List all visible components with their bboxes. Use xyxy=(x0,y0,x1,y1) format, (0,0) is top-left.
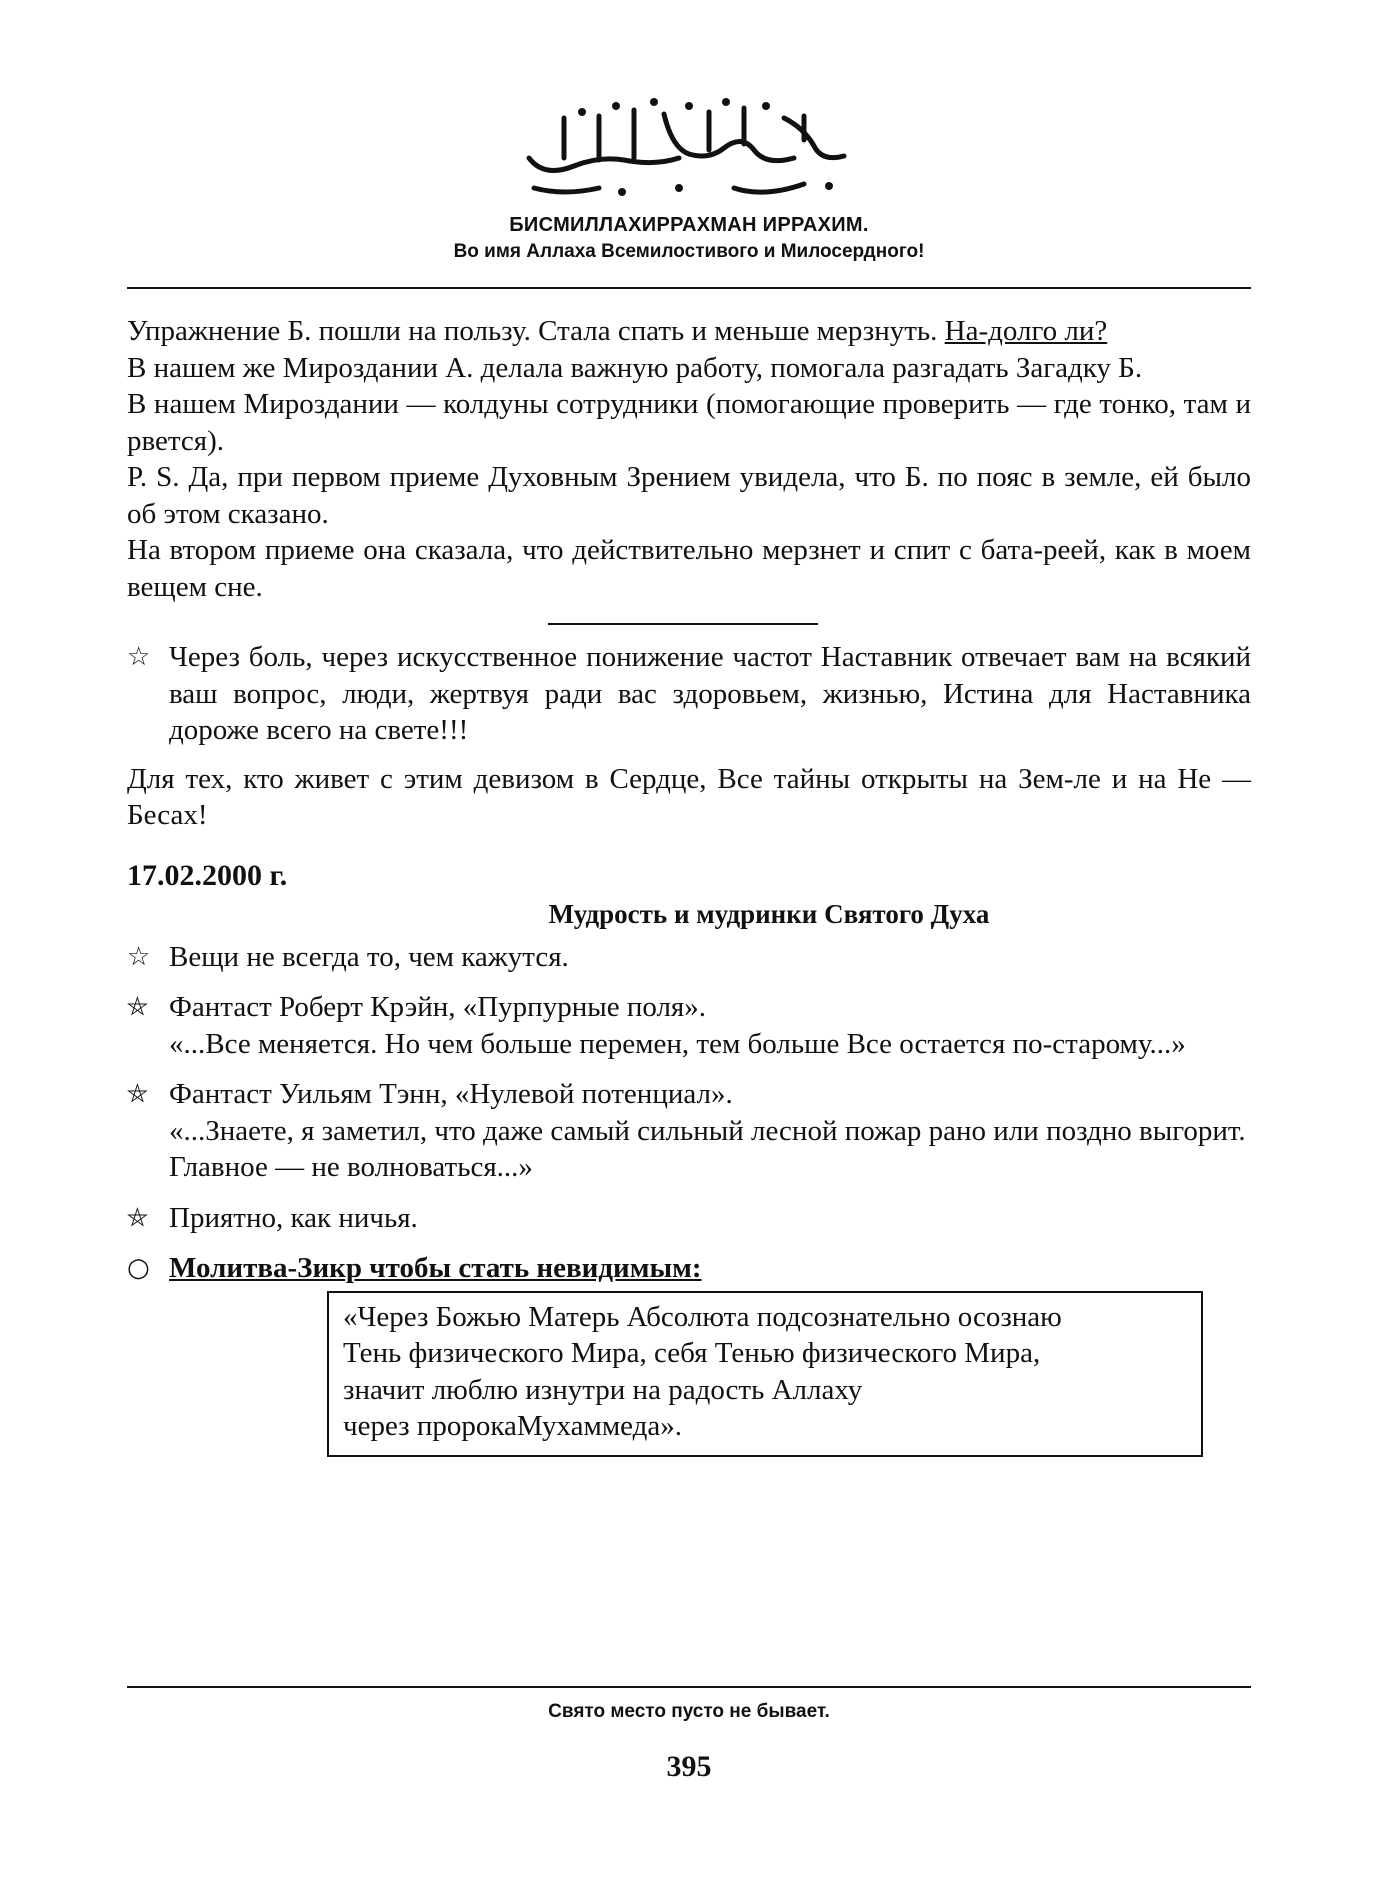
paragraph: В нашем Мироздании — колдуны сотрудники (помогающие проверить — где тонко, там и рвется). xyxy=(127,388,1251,457)
star-outline-icon: ☆ xyxy=(127,941,151,972)
pentagram-circle-icon: ⛤ xyxy=(127,992,148,1022)
prayer-box xyxy=(327,1291,1203,1457)
bismillah-calligraphy-icon xyxy=(504,88,874,208)
section-divider xyxy=(548,623,818,625)
header-rule xyxy=(127,287,1251,289)
list-item xyxy=(127,1200,1251,1237)
item-text: Через боль, через искусственное понижение частот Наставник отвечает вам на всякий ваш вопрос, люди, жертвуя ради вас здоровьем, жизнью, Истина для Наставника дороже всего на свете!!! xyxy=(169,641,1251,746)
item-text: Фантаст Роберт Крэйн, «Пурпурные поля». xyxy=(169,991,707,1023)
prayer-line: значит люблю изнутри на радость Аллаху xyxy=(343,1373,863,1406)
item-text: Фантаст Уильям Тэнн, «Нулевой потенциал». xyxy=(169,1078,733,1110)
underlined-question: На-долго ли? xyxy=(944,315,1108,347)
star-outline-icon: ☆ xyxy=(127,642,151,672)
prayer-line: Тень физического Мира, себя Тенью физического Мира, xyxy=(343,1337,1041,1369)
prayer-heading xyxy=(127,1250,1251,1287)
header-title: БИСМИЛЛАХИРРАХМАН ИРРАХИМ. xyxy=(509,214,869,236)
pentagram-circle-icon: ⛤ xyxy=(127,1202,148,1233)
entry-date: 17.02.2000 г. xyxy=(127,858,288,892)
item-quote: «...Знаете, я заметил, что даже самый сильный лесной пожар рано или поздно выгорит. xyxy=(169,1114,1246,1147)
paragraph-text: Упражнение Б. пошли на пользу. Стала спать и меньше мерзнуть. xyxy=(127,315,945,347)
pentagram-circle-icon: ⛤ xyxy=(127,1079,148,1109)
item-text: Приятно, как ничья. xyxy=(169,1201,418,1234)
section-title: Мудрость и мудринки Святого Духа xyxy=(548,899,990,929)
prayer-line: «Через Божью Матерь Абсолюта подсознательно осознаю xyxy=(343,1300,1062,1333)
paragraph: Для тех, кто живет с этим девизом в Сердце, Все тайны открыты на Зем-ле и на Не — Бесах! xyxy=(127,762,1251,831)
item-quote: Главное — не волноваться...» xyxy=(169,1151,533,1183)
list-item xyxy=(127,989,1251,1062)
footer-proverb: Свято место пусто не бывает. xyxy=(548,1701,830,1722)
paragraph: На втором приеме она сказала, что действительно мерзнет и спит с бата-реей, как в моем вещем сне. xyxy=(127,534,1251,603)
list-item xyxy=(127,1076,1251,1186)
item-text: Вещи не всегда то, чем кажутся. xyxy=(169,940,569,973)
page-content xyxy=(127,313,1251,1457)
header-subtitle: Во имя Аллаха Всемилостивого и Милосердного! xyxy=(453,241,925,262)
prayer-line: через пророкаМухаммеда». xyxy=(343,1410,683,1442)
paragraph xyxy=(127,313,1251,350)
list-item xyxy=(127,939,1251,976)
paragraph: В нашем же Мироздании А. делала важную работу, помогала разгадать Загадку Б. xyxy=(127,351,1143,384)
circle-icon: ○ xyxy=(127,1253,150,1283)
paragraph: P. S. Да, при первом приеме Духовным Зрением увидела, что Б. по пояс в земле, ей было об этом сказано. xyxy=(127,461,1251,530)
prayer-title: Молитва-Зикр чтобы стать невидимым: xyxy=(169,1252,702,1284)
page-number: 395 xyxy=(666,1750,712,1783)
list-item xyxy=(127,639,1251,749)
footer-rule xyxy=(127,1686,1251,1688)
page-header xyxy=(127,88,1251,263)
item-quote: «...Все меняется. Но чем больше перемен, тем больше Все остается по-старому...» xyxy=(169,1027,1186,1060)
